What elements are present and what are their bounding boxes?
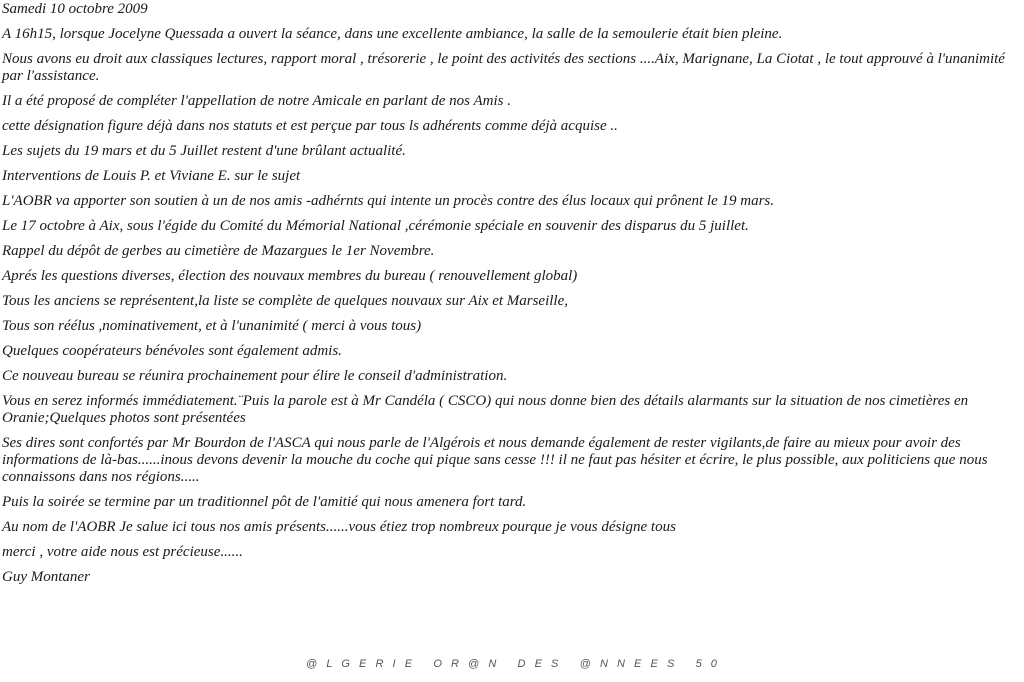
paragraph: Vous en serez informés immédiatement.¨Puis la parole est à Mr Candéla ( CSCO) qui nous donne bien des détails alarmants sur la situation de nos cimetières en Oranie;Quelques photos sont présentées — [2, 393, 969, 426]
paragraph: Ses dires sont confortés par Mr Bourdon de l'ASCA qui nous parle de l'Algérois et nous demande également de rester vigilants,de faire au mieux pour avoir des informations de là-bas......inous devons devenir la mouche du coche qui pique sans cesse !!! il ne faut pas hésiter et écrire, le plus possible, aux politiciens que nous connaissons dans nos régions..... — [2, 435, 988, 485]
paragraph: Au nom de l'AOBR Je salue ici tous nos amis présents......vous étiez trop nombreux pourque je vous désigne tous — [2, 519, 676, 535]
paragraph: cette désignation figure déjà dans nos statuts et est perçue par tous ls adhérents comme déjà acquise .. — [2, 118, 618, 134]
article-date: Samedi 10 octobre 2009 — [2, 1, 148, 17]
paragraph: Le 17 octobre à Aix, sous l'égide du Comité du Mémorial National ,cérémonie spéciale en souvenir des disparus du 5 juillet. — [2, 218, 749, 234]
paragraph: Les sujets du 19 mars et du 5 Juillet restent d'une brûlant actualité. — [2, 143, 406, 159]
paragraph: Tous son réélus ,nominativement, et à l'unanimité ( merci à vous tous) — [2, 318, 422, 334]
paragraph: Interventions de Louis P. et Viviane E. sur le sujet — [2, 168, 301, 184]
paragraph: Aprés les questions diverses, élection des nouvaux membres du bureau ( renouvellement global) — [2, 268, 578, 284]
paragraph: Ce nouveau bureau se réunira prochainement pour élire le conseil d'administration. — [2, 368, 508, 384]
article — [2, 1, 1022, 594]
paragraph: Nous avons eu droit aux classiques lectures, rapport moral , trésorerie , le point des activités des sections ....Aix, Marignane, La Ciotat , le tout approuvé à l'unanimité par l'assistance. — [2, 51, 1005, 84]
paragraph: Tous les anciens se représentent,la liste se complète de quelques nouvaux sur Aix et Marseille, — [2, 293, 569, 309]
paragraph: Rappel du dépôt de gerbes au cimetière de Mazargues le 1er Novembre. — [2, 243, 435, 259]
signature: Guy Montaner — [2, 569, 90, 585]
paragraph: Quelques coopérateurs bénévoles sont également admis. — [2, 343, 342, 359]
paragraph: Il a été proposé de compléter l'appellation de notre Amicale en parlant de nos Amis . — [2, 93, 511, 109]
paragraph: merci , votre aide nous est précieuse...... — [2, 544, 243, 560]
site-footer-link[interactable]: @ L G E R I E O R @ N D E S @ N N E E S 5 0 — [306, 658, 718, 670]
paragraph: A 16h15, lorsque Jocelyne Quessada a ouvert la séance, dans une excellente ambiance, la salle de la semoulerie était bien pleine. — [2, 26, 783, 42]
paragraph: Puis la soirée se termine par un traditionnel pôt de l'amitié qui nous amenera fort tard. — [2, 494, 527, 510]
paragraph: L'AOBR va apporter son soutien à un de nos amis -adhérnts qui intente un procès contre des élus locaux qui prônent le 19 mars. — [2, 193, 775, 209]
